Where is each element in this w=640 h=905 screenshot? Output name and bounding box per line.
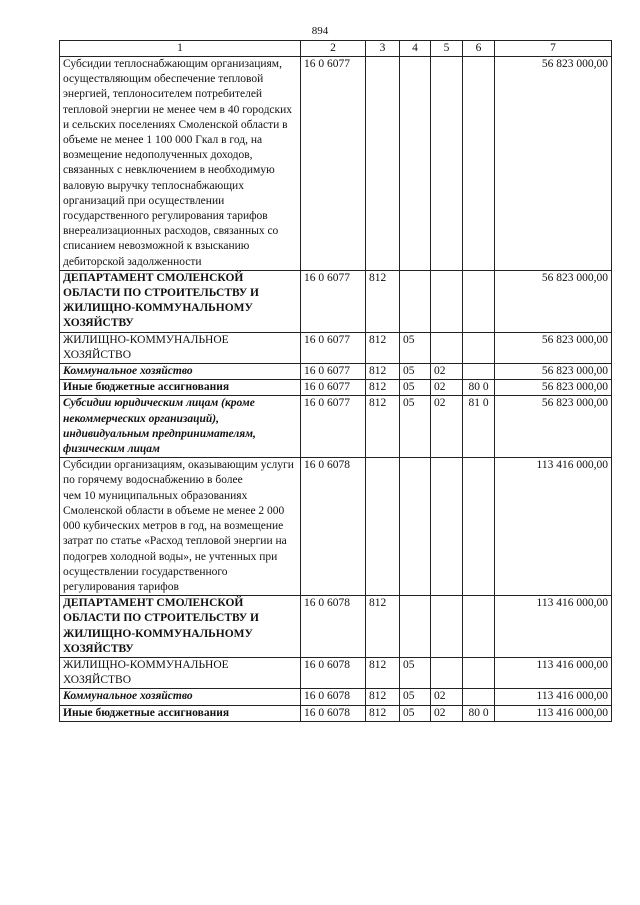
section-code: 05	[400, 396, 431, 458]
amount: 56 823 000,00	[495, 364, 612, 380]
table-row	[60, 705, 612, 721]
table-row	[60, 380, 612, 396]
subsection-code: 02	[431, 396, 463, 458]
table-row	[60, 270, 612, 332]
row-name: ЖИЛИЩНО-КОММУНАЛЬНОЕ ХОЗЯЙСТВО	[60, 332, 301, 363]
department-code	[366, 57, 400, 271]
expense-type-code	[463, 364, 495, 380]
expense-type-code	[463, 689, 495, 705]
header-col-3: 3	[366, 41, 400, 57]
subsection-code	[431, 270, 463, 332]
target-code: 16 0 6078	[301, 705, 366, 721]
section-code: 05	[400, 364, 431, 380]
subsection-code: 02	[431, 380, 463, 396]
department-code: 812	[366, 332, 400, 363]
row-name: Иные бюджетные ассигнования	[60, 705, 301, 721]
subsection-code: 02	[431, 689, 463, 705]
row-name: Субсидии теплоснабжающим организациям, осуществляющим обеспечение тепловой энергией, теплоносителем потребителей тепловой энергии не менее чем в 40 городских и сельских поселениях Смоленской области в объеме не менее 1 100 000 Гкал в год, на возмещение недополученных доходов, связанных с невключением в необходимую валовую выручку теплоснабжающих организаций при осуществлении государственного регулирования тарифов внереализационных расходов, связанных со списанием невозможной к взысканию дебиторской задолженности	[60, 57, 301, 271]
amount: 56 823 000,00	[495, 57, 612, 271]
expense-type-code: 80 0	[463, 705, 495, 721]
section-code	[400, 596, 431, 658]
department-code: 812	[366, 689, 400, 705]
target-code: 16 0 6078	[301, 596, 366, 658]
expense-type-code: 81 0	[463, 396, 495, 458]
section-code: 05	[400, 657, 431, 688]
row-name: ДЕПАРТАМЕНТ СМОЛЕНСКОЙ ОБЛАСТИ ПО СТРОИТЕЛЬСТВУ И ЖИЛИЩНО-КОММУНАЛЬНОМУ ХОЗЯЙСТВУ	[60, 596, 301, 658]
row-name: Коммунальное хозяйство	[60, 689, 301, 705]
header-col-2: 2	[301, 41, 366, 57]
header-row	[60, 41, 612, 57]
department-code	[366, 458, 400, 596]
target-code: 16 0 6077	[301, 364, 366, 380]
department-code: 812	[366, 270, 400, 332]
amount: 56 823 000,00	[495, 380, 612, 396]
row-name: Субсидии организациям, оказывающим услуги по горячему водоснабжению в более чем 10 муниципальных образованиях Смоленской области в объеме не менее 2 000 000 кубических метров в год, на возмещение затрат по статье «Расход тепловой энергии на подогрев холодной воды», не учтенных при осуществлении государственного регулирования тарифов	[60, 458, 301, 596]
subsection-code: 02	[431, 705, 463, 721]
target-code: 16 0 6078	[301, 458, 366, 596]
target-code: 16 0 6077	[301, 396, 366, 458]
table-row	[60, 364, 612, 380]
expense-type-code	[463, 596, 495, 658]
department-code: 812	[366, 596, 400, 658]
row-name: Субсидии юридическим лицам (кроме некоммерческих организаций), индивидуальным предпринимателям, физическим лицам	[60, 396, 301, 458]
subsection-code	[431, 596, 463, 658]
header-col-5: 5	[431, 41, 463, 57]
target-code: 16 0 6077	[301, 57, 366, 271]
section-code: 05	[400, 380, 431, 396]
target-code: 16 0 6078	[301, 657, 366, 688]
department-code: 812	[366, 396, 400, 458]
table-row	[60, 657, 612, 688]
amount: 113 416 000,00	[495, 689, 612, 705]
target-code: 16 0 6077	[301, 270, 366, 332]
target-code: 16 0 6077	[301, 380, 366, 396]
amount: 113 416 000,00	[495, 596, 612, 658]
header-col-1: 1	[60, 41, 301, 57]
subsection-code	[431, 458, 463, 596]
department-code: 812	[366, 364, 400, 380]
table-row	[60, 689, 612, 705]
expense-type-code	[463, 458, 495, 596]
section-code: 05	[400, 332, 431, 363]
amount: 113 416 000,00	[495, 705, 612, 721]
table-row	[60, 596, 612, 658]
subsection-code	[431, 57, 463, 271]
budget-table	[59, 40, 612, 722]
target-code: 16 0 6077	[301, 332, 366, 363]
expense-type-code	[463, 270, 495, 332]
subsection-code	[431, 657, 463, 688]
row-name: Коммунальное хозяйство	[60, 364, 301, 380]
expense-type-code: 80 0	[463, 380, 495, 396]
table-row	[60, 57, 612, 271]
amount: 56 823 000,00	[495, 332, 612, 363]
header-col-4: 4	[400, 41, 431, 57]
amount: 56 823 000,00	[495, 396, 612, 458]
department-code: 812	[366, 657, 400, 688]
section-code: 05	[400, 689, 431, 705]
amount: 56 823 000,00	[495, 270, 612, 332]
table-body	[60, 57, 612, 722]
section-code: 05	[400, 705, 431, 721]
section-code	[400, 270, 431, 332]
header-col-7: 7	[495, 41, 612, 57]
header-col-6: 6	[463, 41, 495, 57]
amount: 113 416 000,00	[495, 458, 612, 596]
expense-type-code	[463, 657, 495, 688]
department-code: 812	[366, 705, 400, 721]
amount: 113 416 000,00	[495, 657, 612, 688]
table-row	[60, 332, 612, 363]
row-name: ДЕПАРТАМЕНТ СМОЛЕНСКОЙ ОБЛАСТИ ПО СТРОИТЕЛЬСТВУ И ЖИЛИЩНО-КОММУНАЛЬНОМУ ХОЗЯЙСТВУ	[60, 270, 301, 332]
expense-type-code	[463, 57, 495, 271]
target-code: 16 0 6078	[301, 689, 366, 705]
page-number: 894	[311, 25, 329, 37]
section-code	[400, 458, 431, 596]
row-name: ЖИЛИЩНО-КОММУНАЛЬНОЕ ХОЗЯЙСТВО	[60, 657, 301, 688]
subsection-code	[431, 332, 463, 363]
table-row	[60, 396, 612, 458]
section-code	[400, 57, 431, 271]
department-code: 812	[366, 380, 400, 396]
row-name: Иные бюджетные ассигнования	[60, 380, 301, 396]
subsection-code: 02	[431, 364, 463, 380]
expense-type-code	[463, 332, 495, 363]
table-row	[60, 458, 612, 596]
